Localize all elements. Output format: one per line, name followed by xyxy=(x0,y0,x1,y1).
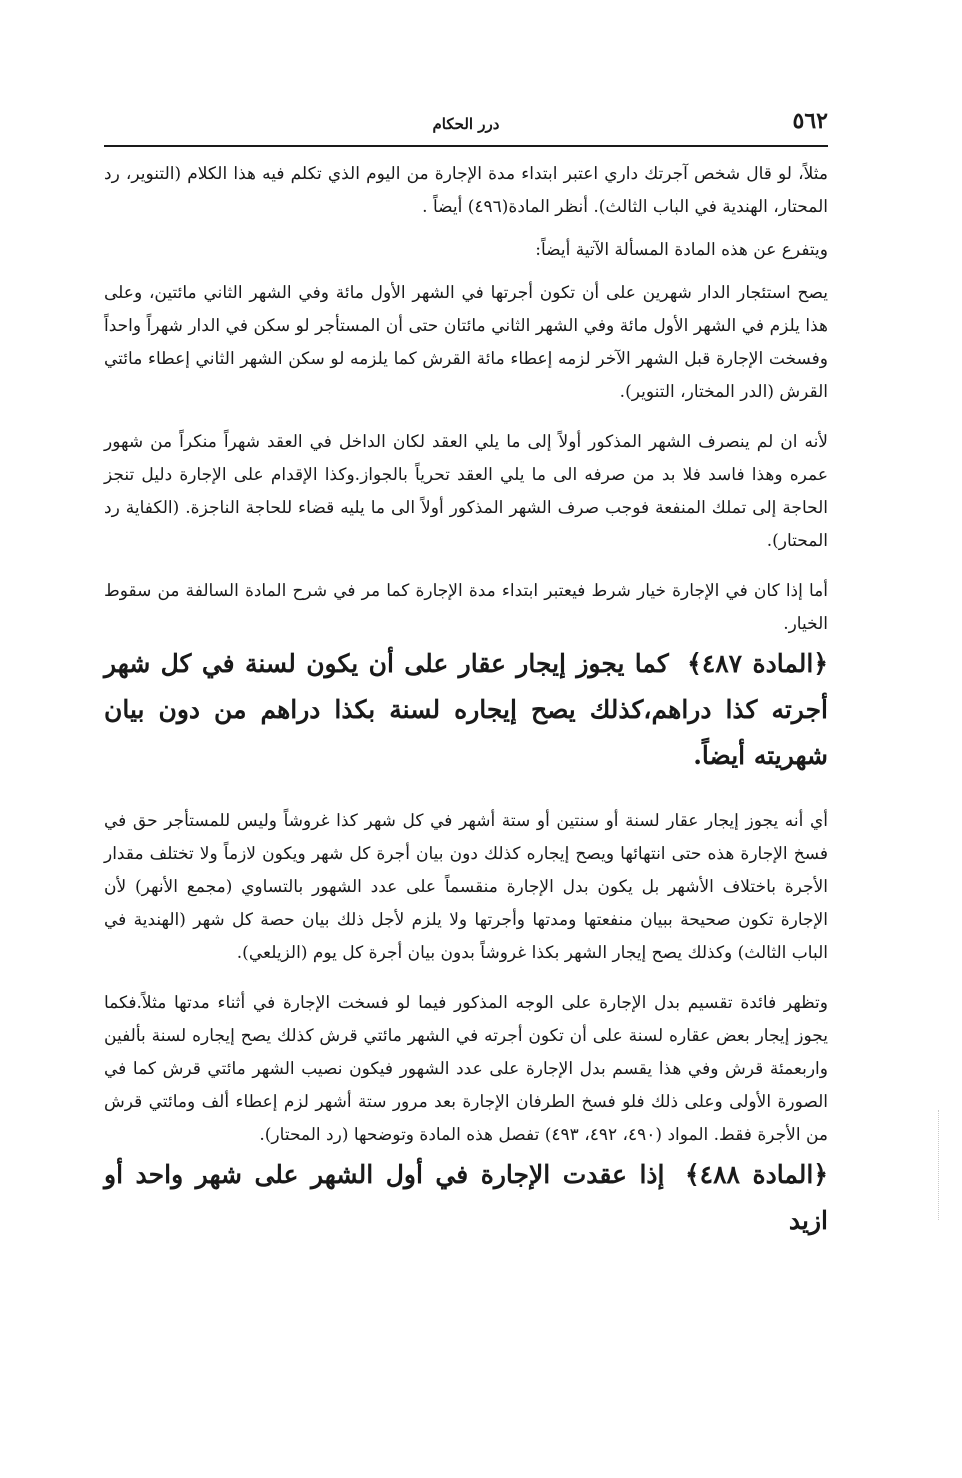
page-header xyxy=(104,108,828,144)
article-488 xyxy=(104,1152,828,1244)
paragraph-article-487-explanation: أي أنه يجوز إيجار عقار لسنة أو سنتين أو ستة أشهر في كل شهر كذا غروشاً وليس للمستأجر حق في فسخ الإجارة هذه حتى انتهائها ويصح إيجاره كذلك دون بيان أجرة كل شهر ويكون لازماً ولا تختلف مقدار الأجرة باختلاف الأشهر بل يكون بدل الإجارة منقسماً على عدد الشهور بالتساوي (مجمع الأنهر) لأن الإجارة تكون صحيحة ببيان منفعتها ومدتها وأجرتها ولا يلزم لأجل ذلك بيان حصة كل شهر (الهندية في الباب الثالث) وكذلك يصح إيجار الشهر بكذا غروشاً بدون بيان أجرة كل يوم (الزيلعي). xyxy=(104,811,828,963)
article-487-text: كما يجوز إيجار عقار على أن يكون لسنة في كل شهر أجرته كذا دراهم،كذلك يصح إيجاره لسنة بكذا دراهم من دون بيان شهريته أيضاً. xyxy=(104,649,828,770)
paragraph-example: مثلاً، لو قال شخص آجرتك داري اعتبر ابتداء مدة الإجارة من اليوم الذي تكلم فيه هذا الكلام (التنوير، رد المحتار، الهندية في الباب الثالث). أنظر المادة(٤٩٦) أيضاً . xyxy=(104,164,828,217)
article-488-heading: ﴿المادة ٤٨٨﴾ xyxy=(685,1160,828,1189)
scan-gutter-mark xyxy=(938,1110,939,1220)
article-487-heading: ﴿المادة ٤٨٧﴾ xyxy=(687,649,828,678)
article-487 xyxy=(104,641,828,779)
page-number: ٥٦٢ xyxy=(792,108,828,134)
paragraph-two-months-rent: يصح استئجار الدار شهرين على أن تكون أجرتها في الشهر الأول مائة وفي الشهر الثاني مائتين، وعلى هذا يلزم في الشهر الأول مائة وفي الشهر الثاني مائتان حتى أن المستأجر لو سكن في الدار شهراً واحداً وفسخت الإجارة قبل الشهر الآخر لزمه إعطاء مائة القرش كما يلزمه لو سكن الشهر الثاني إعطاء مائتي القرش (الدر المختار، التنوير). xyxy=(104,283,828,402)
article-488-text: إذا عقدت الإجارة في أول الشهر على شهر واحد أو ازيد xyxy=(104,1160,828,1235)
running-title: درر الحكام xyxy=(432,115,500,133)
paragraph-rent-division-benefit: وتظهر فائدة تقسيم بدل الإجارة على الوجه المذكور فيما لو فسخت الإجارة في أثناء مدتها مثلاً.فكما يجوز إيجار بعض عقاره لسنة على أن تكون أجرته في الشهر مائتي قرش كذلك يصح إيجاره لسنة بألفين واربعمئة قرش وفي هذا يقسم بدل الإجارة على عدد الشهور فيكون نصيب الشهر مائتي قرش كما في الصورة الأولى وعلى ذلك فلو فسخ الطرفان الإجارة بعد مرور ستة أشهر لزم إعطاء ألف ومائتي قرش من الأجرة فقط. المواد (٤٩٠، ٤٩٢، ٤٩٣) تفصل هذه المادة وتوضحها (رد المحتار). xyxy=(104,993,828,1145)
page-body xyxy=(104,158,828,1244)
paragraph-intro-issue: ويتفرع عن هذه المادة المسألة الآتية أيضاً: xyxy=(535,240,828,260)
paragraph-option-condition: أما إذا كان في الإجارة خيار شرط فيعتبر ابتداء مدة الإجارة كما مر في شرح المادة السالفة من سقوط الخيار. xyxy=(104,581,828,634)
paragraph-reasoning: لأنه ان لم ينصرف الشهر المذكور أولاً إلى ما يلي العقد لكان الداخل في العقد شهراً منكراً من شهور عمره وهذا فاسد فلا بد من صرفه الى ما يلي العقد تحرياً بالجواز.وكذا الإقدام على الإجارة دليل تنجز الحاجة إلى تملك المنفعة فوجب صرف الشهر المذكور أولاً الى ما يليه قضاء للحاجة الناجزة. (الكفاية رد المحتار). xyxy=(104,432,828,551)
header-rule xyxy=(104,145,828,147)
